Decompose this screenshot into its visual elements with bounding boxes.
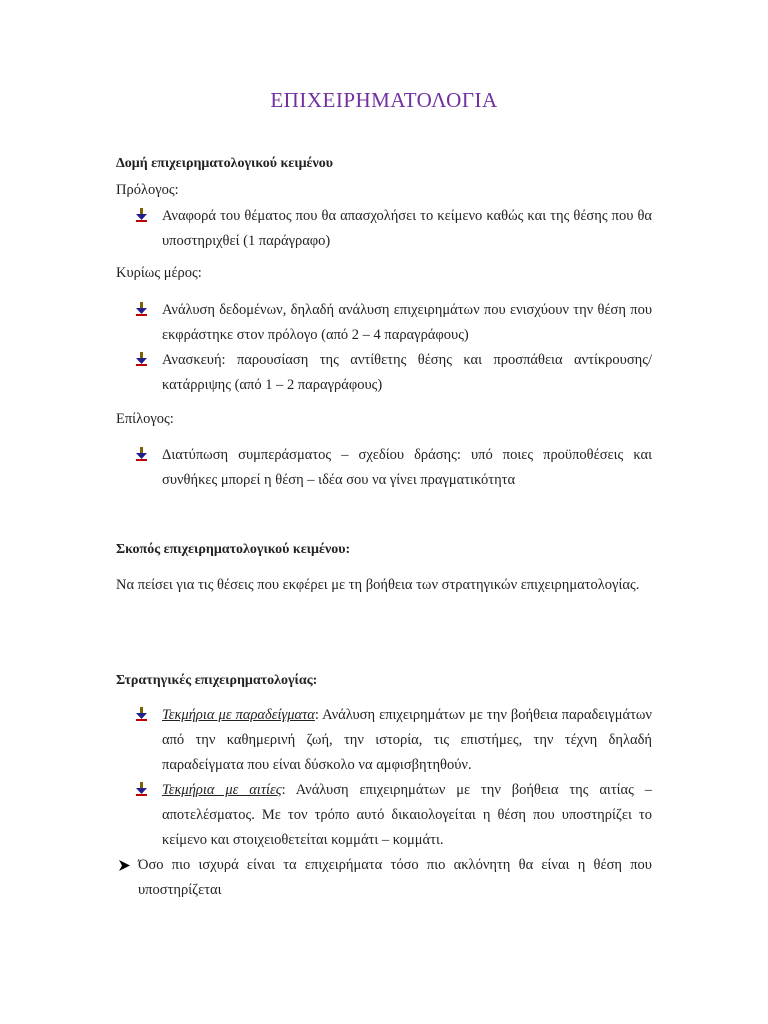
main-label: Κυρίως μέρος: [116,265,202,281]
strategy-text [162,703,652,778]
conclusion-note: Όσο πιο ισχυρά είναι τα επιχειρήματα τόσο πιο ακλόνητη θα είναι η θέση που υποστηρίζεται [138,857,652,898]
strategies-heading: Στρατηγικές επιχειρηματολογίας: [116,673,318,688]
list-item [136,348,652,398]
document-title: ΕΠΙΧΕΙΡΗΜΑΤΟΛΟΓΙΑ [270,88,498,112]
list-item [116,853,652,903]
strategy-term: Τεκμήρια με αιτίες [162,782,282,798]
purpose-text: Να πείσει για τις θέσεις που εκφέρει με τη βοήθεια των στρατηγικών επιχειρηματολογίας. [116,577,640,593]
bullet-arrow-icon [136,208,148,222]
strategy-description: : Ανάλυση επιχειρημάτων με την βοήθεια της αιτίας – αποτελέσματος. Με τον τρόπο αυτό δικαιολογείται η θέση που υποστηρίζει το κείμενο και στοιχειοθετείται κομμάτι – κομμάτι. [162,782,652,848]
main-item-text: Ανασκευή: παρουσίαση της αντίθετης θέσης και προσπάθεια αντίκρουσης/ κατάρριψης (από 1 – 2 παραγράφους) [162,352,652,393]
list-item [136,298,652,348]
epilogue-label: Επίλογος: [116,411,174,427]
list-item [136,204,652,254]
bullet-arrow-icon [136,352,148,366]
bullet-arrow-icon [136,707,148,721]
prologue-item-text: Αναφορά του θέματος που θα απασχολήσει το κείμενο καθώς και της θέσης που θα υποστηριχθεί (1 παράγραφο) [162,208,652,249]
list-item [136,778,652,853]
list-item [136,443,652,493]
bullet-arrow-icon [136,302,148,316]
list-item [136,703,652,778]
epilogue-item-text: Διατύπωση συμπεράσματος – σχεδίου δράσης: υπό ποιες προϋποθέσεις και συνθήκες μπορεί η θέση – ιδέα σου να γίνει πραγματικότητα [162,447,652,488]
arrowhead-bullet-icon [119,860,130,871]
main-item-text: Ανάλυση δεδομένων, δηλαδή ανάλυση επιχειρημάτων που ενισχύουν την θέση που εκφράστηκε στον πρόλογο (από 2 – 4 παραγράφους) [162,302,652,343]
structure-heading: Δομή επιχειρηματολογικού κειμένου [116,156,334,171]
purpose-heading: Σκοπός επιχειρηματολογικού κειμένου: [116,542,351,557]
strategy-term: Τεκμήρια με παραδείγματα [162,707,315,723]
prologue-label: Πρόλογος: [116,182,179,198]
bullet-arrow-icon [136,447,148,461]
strategy-description: : Ανάλυση επιχειρημάτων με την βοήθεια παραδειγμάτων από την καθημερινή ζωή, την ιστορία, τις επιστήμες, την τέχνη δηλαδή παραδείγματα που είναι δύσκολο να αμφισβητηθούν. [162,707,652,773]
strategy-text [162,778,652,853]
bullet-arrow-icon [136,782,148,796]
